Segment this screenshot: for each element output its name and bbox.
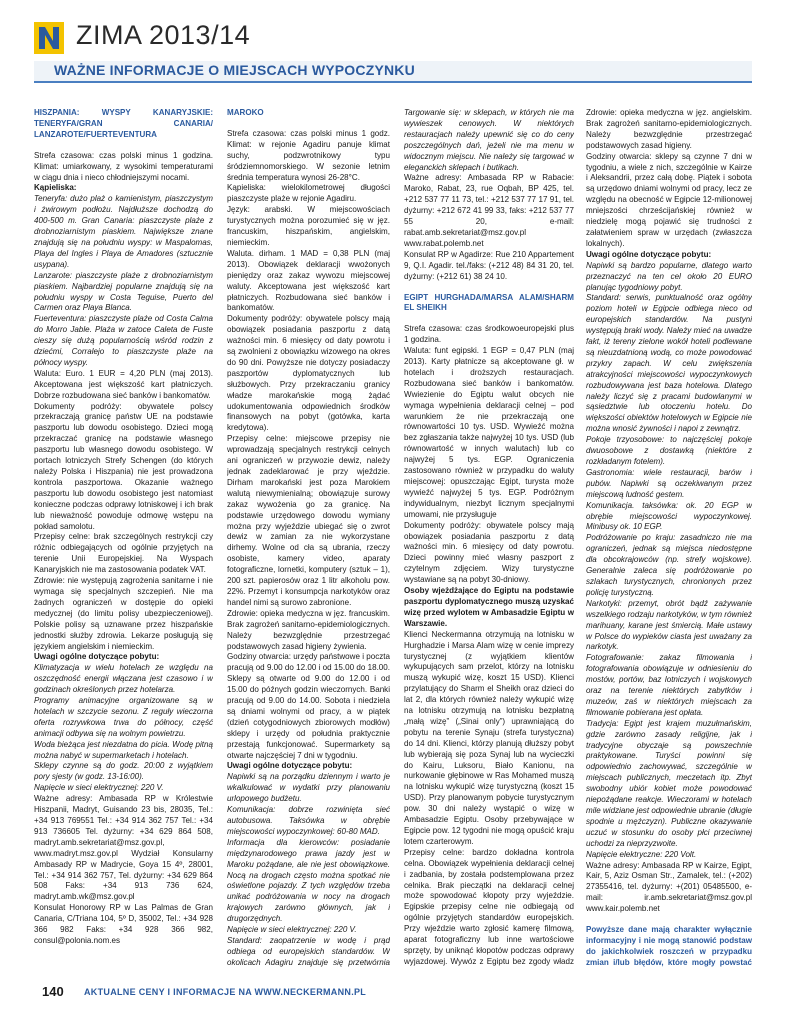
text-block: Narkotyki: przemyt, obrót bądź zażywanie wszelkiego rodzaju narkotyków, w tym również marihuany, karane jest śmiercią. Małe ustawy w Polsce do wypieków ciasta jest uważany za narkotyk.	[586, 598, 752, 652]
text-block: Klienci Neckermanna otrzymują na lotnisku w Hurghadzie i Marsa Alam wizę w cenie imprezy turystycznej (z wyjątkiem klientów wykupujących sam przelot, którzy na lotnisku muszą wykupić wizę, koszt 15 USD). Klienci przylatujący do Sharm el Sheikh oraz dzieci do lat 2, dla których również należy wykupić wizę na lotnisku otrzymują na lotnisku bezpłatną „małą wizę” („Sinai only”) uprawniającą do pobytu na terenie Synaju (strefa turystyczna) do 14 dni. Klienci, którzy planują dłuższy pobyt lub wybierają się poza Synaj lub na wycieczki do Kairu, Luksoru, Biało Kanionu, na nurkowanie głębinowe w Ras Mohamed muszą na lotnisku wykupić wizę turystyczną (koszt 15 USD). Przy planowanym pobycie turystycznym pow. 30 dni należy wystąpić o wizę w Ambasadzie Egiptu. Osoby przebywające w Egipcie pow. 12 tygodni nie mogą opuścić kraju lotem czarterowym.	[404, 629, 574, 846]
text-block: Przepisy celne: bardzo dokładna kontrola celna. Obowiązek wypełnienia deklaracji celnej i zadbania, by została podstemplowana przez celnika. Brak pieczątki na deklaracji celnej może spowodować kłopoty przy wyjeździe. Egipskie przepisy celne nie odbiegają od ogólnie przyjętych standardów europejskich. Przy wjeździe warto zgłosić kamerę filmową, aparat fotograficzny lub inne wartościowe sprzęty, by uniknąć kłopotów podczas odprawy wyjazdowej. Wywóz z Egiptu bez zgody władz	[404, 847, 574, 966]
text-block: Sklepy czynne są do godz. 20:00 z wyjątkiem pory sjesty (w godz. 13-16:00).	[34, 761, 213, 782]
text-block: Konsulat RP w Agadirze: Rue 210 Appartement 9, Q.I. Agadir. tel./faks: (+212 48) 84 31 20, tel. dyżurny: (+212 61) 38 24 10.	[404, 249, 574, 281]
text-block: Język: arabski. W miejscowościach turystycznych można porozumieć się w jęz. francuskim, hiszpańskim, angielskim, niemieckim.	[227, 205, 390, 247]
text-block: Informacja dla kierowców: posiadanie międzynarodowego prawa jazdy jest w Maroku pożądane, ale nie jest obowiązkowe. Nocą na drogach często można spotkać nie oświetlone pojazdy. Z tych względów trzeba unikać podróżowania w nocy na drogach krajowych zarówno głównych, jak i drugorzędnych.	[227, 837, 390, 924]
text-block: Targowanie się: w sklepach, w których nie ma wywieszek cenowych. W niektórych restauracjach należy upewnić się co do ceny poszczególnych dań, jeżeli nie ma menu w widocznym miejscu. Nie należy się targować w eleganckich sklepach i butikach.	[404, 108, 574, 172]
disclaimer: Powyższe dane mają charakter wyłącznie informacyjny i nie mogą stanowić podstaw do jakichkolwiek roszczeń w przypadku zmian i/lub błędów, które mogły powstać	[586, 925, 752, 967]
column-morocco-egypt	[404, 108, 574, 968]
text-block: Fuerteventura: piaszczyste plaże od Costa Calma do Morro Jable. Plaża w zatoce Caleta de Fuste cieszy się dużą popularnością wśród rodzin z dziećmi, Corralejo to piaszczyste plaże na północy wyspy.	[34, 314, 213, 367]
text-block: Strefa czasowa: czas polski minus 1 godz. Klimat: w rejonie Agadiru panuje klimat suchy, podzwrotnikowy typu śródziemnomorskiego. W sezonie letnim średnia temperatura wynosi 26-28°C.	[227, 128, 390, 182]
text-block: Kąpieliska: wielokilometrowej długości piaszczyste plaże w rejonie Agadiru.	[227, 183, 390, 204]
subheading: Uwagi ogólne dotyczące pobytu:	[586, 249, 712, 259]
text-block: Zdrowie: opieka medyczna w jęz. francuskim. Brak zagrożeń sanitarno-epidemiologicznych. Należy bezwzględnie przestrzegać podstawowych zasad higieny żywienia.	[227, 608, 390, 651]
text-block: Dokumenty podróży: obywatele polscy mają obowiązek posiadania paszportu z datą ważności min. 6 miesięcy od daty powrotu i są zwolnieni z obowiązku wizowego na okres do 90 dni. Powyższe nie dotyczy posiadaczy paszportów dyplomatycznych lub służbowych. Przy przekraczaniu granicy władze marokańskie mogą żądać udokumentowania odpowiednich środków finansowych na pobyt (gotówka, karta kredytowa).	[227, 314, 390, 433]
text-block: Konsulat Honorowy RP w Las Palmas de Gran Canaria, C/Triana 104, 5º D, 35002, Tel.: +34 928 366 982 Faks: +34 928 366 982, consul@polonia.nom.es	[34, 903, 213, 945]
text-block: Dokumenty podróży: obywatele polscy mają obowiązek posiadania paszportu z datą ważności min. 6 miesięcy od daty powrotu. Dzieci powinny mieć własny paszport z czytelnym zdjęciem. Wizy turystyczne wystawiane są na pobyt 30-dniowy.	[404, 520, 574, 585]
section-title: WAŻNE INFORMACJE O MIEJSCACH WYPOCZYNKU	[54, 62, 415, 78]
text-block: Standard: zaopatrzenie w wodę i prąd odbiega od europejskich standardów. W okolicach Adagiru znajduje się przetwórnia	[227, 935, 390, 967]
text-block: Lanzarote: piaszczyste plaże z drobnoziarnistym piaskiem. Najbardziej popularne znajdują się na południu wyspy w Costa Teguise, Puerto del Carmen oraz Playa Blanca.	[34, 270, 213, 313]
text-block: Napięcie w sieci elektrycznej: 220 V.	[34, 783, 164, 793]
text-block: Podróżowanie po kraju: zasadniczo nie ma ograniczeń, jednak są miejsca niedostępne dla obcokrajowców (np. strefy wojskowe). Generalnie zaleca się podróżowanie po szlakach turystycznych, chronionych przez policję turystyczną.	[586, 533, 752, 597]
text-block: Przepisy celne: brak szczególnych restrykcji czy różnic odbiegających od ogólnie przyjętych na terenie Unii Europejskiej. Na Wyspach Kanaryjskich nie ma zastosowania podatek VAT.	[34, 532, 213, 575]
neckermann-logo-icon	[34, 22, 64, 54]
text-block: Pokoje trzyosobowe: to najczęściej pokoje dwuosobowe z dostawką (niektóre z rozkładanym fotelem).	[586, 435, 752, 466]
text-block: Komunikacja. taksówka: ok. 20 EGP w obrębie miejscowości wypoczynkowej. Minibusy ok. 10 EGP.	[586, 500, 752, 532]
page-number: 140	[42, 984, 64, 999]
text-block: Strefa czasowa: czas środkowoeuropejski plus 1 godzina.	[404, 324, 574, 345]
column-spain	[34, 108, 213, 968]
text-block: Woda bieżąca jest niezdatna do picia. Wodę pitną można nabyć w supermarketach i hotelach.	[34, 739, 213, 760]
text-block: Ważne adresy: Ambasada RP w Kairze, Egipt, Kair, 5, Aziz Osman Str., Zamalek, tel.: (+202) 27355416, tel. dyżurny: +(201) 05485500, e-mail: ir.amb.sekretariat@msz.gov.pl www.kair.polemb.net	[586, 860, 752, 914]
text-block-bold: Osoby wjeżdżające do Egiptu na podstawie paszportu dyplomatycznego muszą uzyskać wizę przed wylotem w Ambasadzie Egiptu w Warszawie.	[404, 586, 574, 628]
page-footer	[34, 980, 752, 1002]
text-block: Zdrowie: nie występują zagrożenia sanitarne i nie wymaga się specjalnych szczepień. Nie ma żadnych ograniczeń w dostępie do opieki medycznej (do limitu polisy ubezpieczeniowej). Polskie polisy są uznawane przez hiszpańskie jednostki służby zdrowia. Lekarze posługują się językiem angielskim i niemieckim.	[34, 576, 213, 651]
text-block: Standard: serwis, punktualność oraz ogólny poziom hoteli w Egipcie odbiega nieco od europejskich standardów. Na pustyni występują braki wody. Należy mieć na uwadze fakt, iż tereny zielone wokół hoteli podlewane są nieuzdatnioną wodą, co może powodować przykry zapach. W celu zwiększenia atrakcyjności miejscowości wypoczynkowych rozbudowywana jest baza hotelowa. Dlatego należy liczyć się z pracami budowlanymi w sąsiedztwie lub otoczeniu hotelu. Do większości obiektów hotelowych w Egipcie nie można wnosić żywności i napoi z zewnątrz.	[586, 293, 752, 434]
text-block: Ważne adresy: Ambasada RP w Rabacie: Maroko, Rabat, 23, rue Oqbah, BP 425, tel. +212 537 77 11 73, tel.: +212 537 77 17 91, tel. dyżurny: +212 672 41 99 33, faks: +212 537 77 55 20, e-mail: rabat.amb.sekretariat@msz.gov.pl www.rabat.polemb.net	[404, 173, 574, 248]
text-block: Dokumenty podróży: obywatele polscy przekraczają granicę państw UE na podstawie paszportu lub dowodu osobistego. Dzieci mogą przekraczać granicę na podstawie własnego paszportu lub własnego dowodu osobistego. W portach lotniczych Strefy Schengen (do których należy Polska i Hiszpania) nie jest prowadzona kontrola paszportowa. Okazanie ważnego paszportu lub dowodu osobistego jest natomiast konieczne podczas odprawy lotniskowej i ich brak lub nieważność powoduje odmowę wstępu na pokład samolotu.	[34, 401, 213, 531]
footer-link-text: AKTUALNE CENY I INFORMACJE NA WWW.NECKERMANN.PL	[84, 987, 367, 997]
text-block: Strefa czasowa: czas polski minus 1 godzina. Klimat: umiarkowany, z wysokimi temperaturami w ciągu dnia i nieco chłodniejszymi nocami.	[34, 150, 213, 182]
text-block: Godziny otwarcia: urzędy państwowe i poczta pracują od 9.00 do 12.00 i od 15.00 do 18.00. Sklepy są otwarte od 9.00 do 12.00 i od 15.00 do późnych godzin wieczornych. Banki pracują od 9.00 do 14.00. Sobota i niedziela są dniami wolnymi od pracy, a w piątek (dzień cotygodniowych zbiorowych modłów) sklepy i urzędy od południa praktycznie przestają funkcjonować. Supermarkety są otwarte najczęściej 7 dni w tygodniu.	[227, 652, 390, 760]
text-block: Teneryfa: dużo plaż o kamienistym, piaszczystym i żwirowym podłożu. Najdłuższe dochodzą do 400-500 m. Gran Canaria: piaszczyste plaże z drobnoziarnistym piaskiem. Największe znane znajdują się na południu wyspy: w Maspalomas, Playa del Ingles i Playa de Amadores (sztucznie usypana).	[34, 194, 213, 269]
text-block: Ważne adresy: Ambasada RP w Królestwie Hiszpanii, Madryt, Guisando 23 bis, 28035, Tel.: +34 913 769551 Tel.: +34 914 362 757 Tel.: +34 913 736605 Tel. dyżurny: +34 629 864 508, madryt.amb.sekretariat@msz.gov.pl, www.madryt.msz.gov.pl Wydział Konsularny Ambasady RP w Madrycie, Goya 15 4º, 28001, Tel.: +34 914 362 757, Tel. dyżurny: +34 629 864 508 Faks: +34 913 736 624, madryt.amb.wk@msz.gov.pl	[34, 794, 213, 902]
heading-egypt: EGIPT HURGHADA/MARSA ALAM/SHARM EL SHEIKH	[404, 292, 574, 313]
subheading: Kąpieliska:	[34, 183, 77, 193]
text-block: Przepisy celne: miejscowe przepisy nie wprowadzają specjalnych restrykcji celnych ani ograniczeń w przywozie dewiz, należy jednak zadeklarować je przy wjeździe. Dirham marokański jest poza Marokiem walutą niewymienialną; obowiązuje surowy zakaz wywożenia go za granicę. Na podstawie urzędowego dowodu wymiany można przy wyjeździe ubiegać się o zwrot dewiz w zamian za nie wykorzystane dirhemy. Wolne od cła są ubrania, rzeczy osobiste, kamery video, aparaty fotograficzne, lornetki, komputery (sztuk – 1), 200 szt. papierosów oraz 1 litr alkoholu pow. 22%. Przemyt i konsumpcja narkotyków oraz handel nimi są surowo zabronione.	[227, 434, 390, 607]
heading-spain: HISZPANIA: WYSPY KANARYJSKIE: TENERYFA/GRAN CANARIA/ LANZAROTE/FUERTEVENTURA	[34, 108, 213, 139]
season-title: ZIMA 2013/14	[76, 20, 251, 50]
text-block: Programy animacyjne organizowane są w hotelach w szczycie sezonu. Z reguły wieczorna oferta rozrywkowa trwa do północy, część animacji odbywa się na wolnym powietrzu.	[34, 696, 213, 738]
section-title-rule	[34, 81, 752, 83]
text-block: Waluta: Euro. 1 EUR = 4,20 PLN (maj 2013). Akceptowana jest większość kart płatniczych. Dobrze rozbudowana sieć banków i bankomatów.	[34, 368, 213, 400]
text-block: Napięcie elektryczne: 220 Volt.	[586, 849, 697, 859]
column-morocco	[227, 108, 390, 968]
heading-morocco: MAROKO	[227, 108, 264, 117]
subheading: Uwagi ogólne dotyczące pobytu:	[227, 761, 353, 771]
text-block: Komunikacja: dobrze rozwinięta sieć autobusowa. Taksówka w obrębie miejscowości wypoczynkowej: 60-80 MAD.	[227, 805, 390, 836]
text-block: Napiwki są na porządku dziennym i warto je wkalkulować w wydatki przy planowaniu urlopowego budżetu.	[227, 772, 390, 804]
text-block: Zdrowie: opieka medyczna w jęz. angielskim. Brak zagrożeń sanitarno-epidemiologicznych. Należy bezwzględnie przestrzegać podstawowych zasad higieny.	[586, 108, 752, 150]
text-block: Klimatyzacja w wielu hotelach ze względu na oszczędność energii włączana jest czasowo i w godzinach określonych przez hotelarza.	[34, 663, 213, 695]
text-block: Waluta. dirham. 1 MAD = 0,38 PLN (maj 2013). Obowiązek deklaracji wwożonych pieniędzy oraz zakaz wywozu miejscowej waluty. Akceptowana jest większość kart płatniczych. Rozbudowana sieć banków i bankomatów.	[227, 248, 390, 313]
text-block: Tradycja: Egipt jest krajem muzułmańskim, gdzie zarówno zasady religijne, jak i tradycyjne obyczaje są powszechnie praktykowane. Turyści powinni się odpowiednio zachowywać, szczególnie w miejscach publicznych, meczetach itp. Zbyt swobodny ubiór kobiet może powodować niepożądane reakcje. Wieczorami w hotelach mile widziane jest odpowiednie ubranie (długie spodnie u mężczyzn). Publiczne okazywanie uczuć w stosunku do osoby płci przeciwnej uchodzi za nieprzyzwoite.	[586, 718, 752, 848]
text-block: Godziny otwarcia: sklepy są czynne 7 dni w tygodniu, a wiele z nich, szczególnie w Kairze i Aleksandrii, przez całą dobę. Piątek i sobota są urzędowo dniami wolnymi od pracy, lecz ze względu na obecność w Egipcie 12-milionowej mniejszości chrześcijańskiej również w niedzielę mogą pojawić się trudności z załatwieniem spraw w urzędach (zwłaszcza lokalnych).	[586, 151, 752, 248]
column-egypt	[586, 108, 752, 968]
text-block: Fotografowanie: zakaz filmowania i fotografowania obowiązuje w odniesieniu do mostów, portów, baz lotniczych i wojskowych oraz na terenie niektórych zabytków i muzeów, zaś w niektórych miejscach za filmowanie pobierana jest opłata.	[586, 653, 752, 717]
subheading: Uwagi ogólne dotyczące pobytu:	[34, 652, 160, 662]
page-header	[0, 0, 788, 82]
text-block: Waluta: funt egipski. 1 EGP = 0,47 PLN (maj 2013). Karty płatnicze są akceptowane gł. w hotelach i droższych restauracjach. Rozbudowana sieć banków i bankomatów. Wwiezienie do Egiptu walut obcych nie wymaga wypełnienia deklaracji celnej – pod warunkiem że nie przekraczają one równowartości 10 tys. USD. Wywieźć można bez zgłaszania także najwyżej 10 tys. USD (lub równowartość w innych walutach) lub co najwyżej 5 tys. EGP. Ograniczenia zastosowano również w przypadku do waluty miejscowej: opuszczając Egipt, turysta może wywieźć najwyżej 5 tys. EGP. Podróżnym indywidualnym, niezbyt licznym specjalnymi umowami, nie przysługuje	[404, 346, 574, 519]
text-block: Gastronomia: wiele restauracji, barów i pubów. Napiwki są oczekiwanym przez miejscową ludność gestem.	[586, 467, 752, 499]
text-block: Napiwki są bardzo popularne, dlatego warto przeznaczyć na ten cel około 20 EURO planując tygodniowy pobyt.	[586, 260, 752, 292]
text-block: Napięcie w sieci elektrycznej: 220 V.	[227, 925, 357, 935]
